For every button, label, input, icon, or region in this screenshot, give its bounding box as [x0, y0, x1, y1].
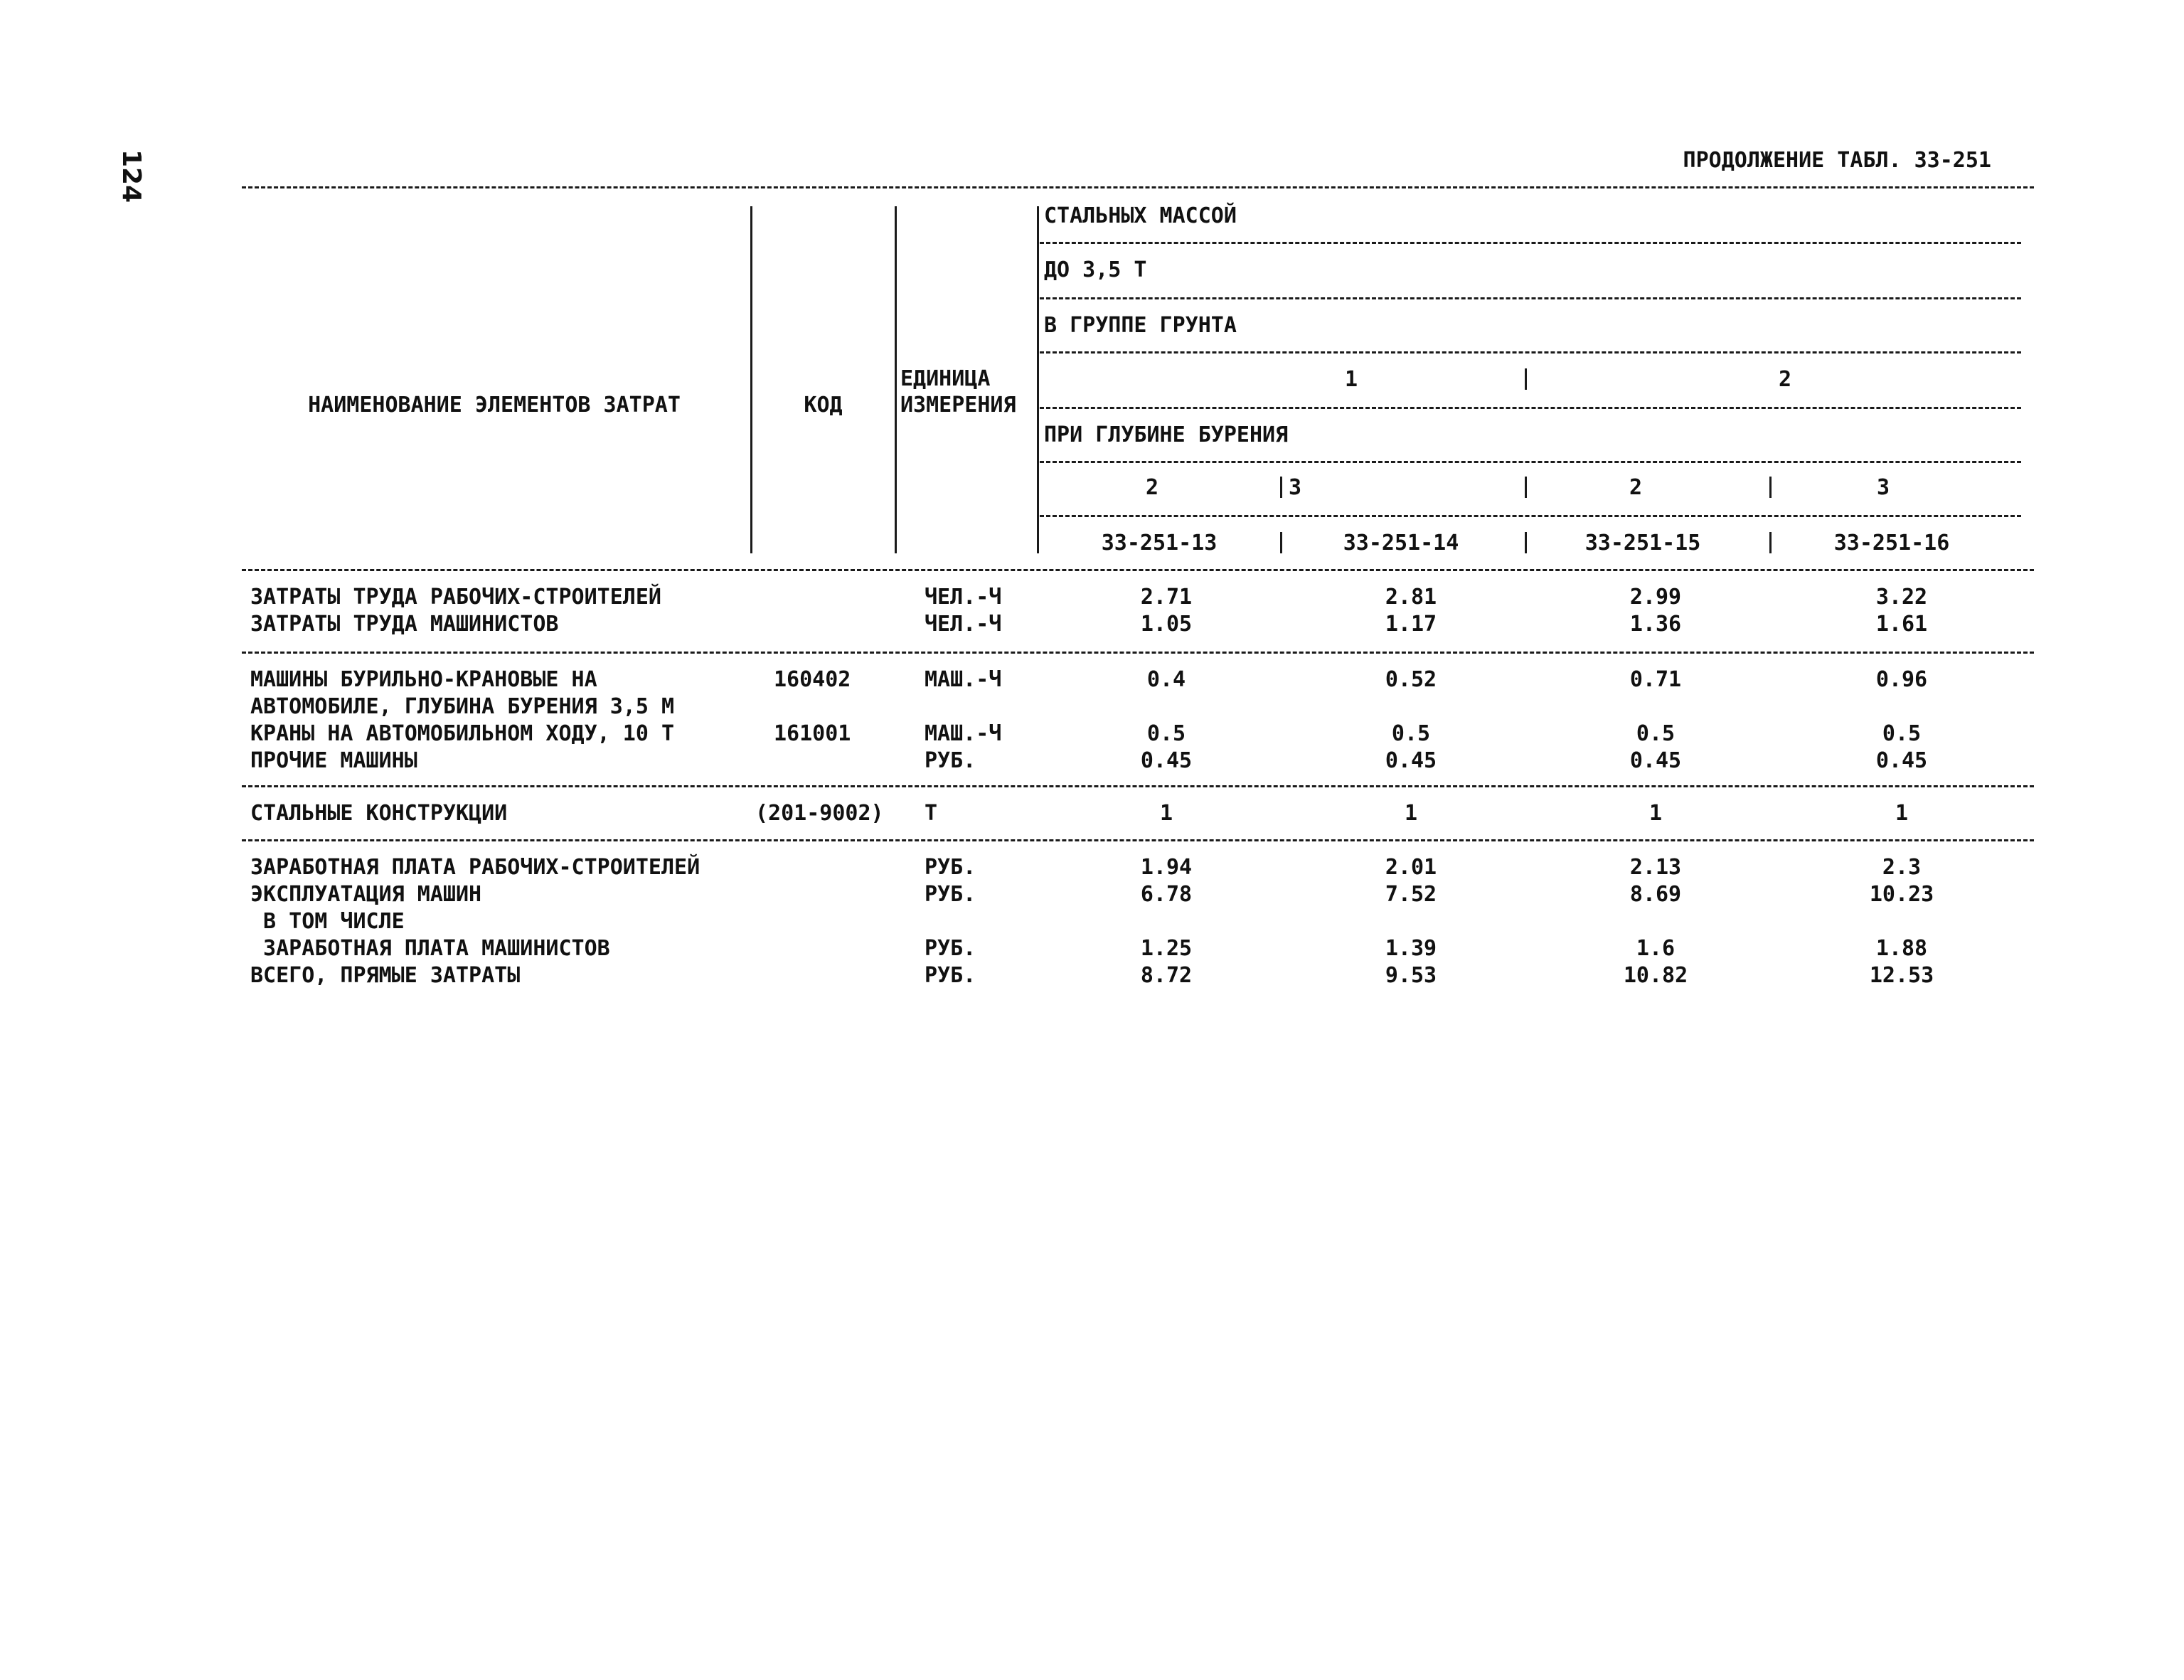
- row-unit: МАШ.-Ч: [925, 667, 1002, 692]
- section-rule-3: [242, 839, 2034, 841]
- row-unit: ЧЕЛ.-Ч: [925, 612, 1002, 637]
- row-value-4: 0.5: [1882, 721, 1922, 746]
- row-value-2: 2.01: [1385, 855, 1437, 880]
- header-upto-label: ДО 3,5 Т: [1044, 257, 1147, 282]
- row-value-4: 1.61: [1875, 612, 1928, 637]
- row-name: В ТОМ ЧИСЛЕ: [250, 909, 405, 934]
- page-number: 124: [117, 149, 146, 203]
- row-value-1: 8.72: [1140, 963, 1193, 988]
- row-value-1: 1.94: [1140, 855, 1193, 880]
- header-rule-6: [1040, 515, 2021, 517]
- header-code-33-251-16: 33-251-16: [1833, 531, 1950, 555]
- row-name: КРАНЫ НА АВТОМОБИЛЬНОМ ХОДУ, 10 Т: [250, 721, 675, 746]
- row-value-3: 1.6: [1636, 936, 1676, 961]
- section-rule-2: [242, 785, 2034, 787]
- row-value-3: 8.69: [1629, 882, 1682, 907]
- row-value-3: 0.5: [1636, 721, 1676, 746]
- row-name: СТАЛЬНЫЕ КОНСТРУКЦИИ: [250, 801, 508, 826]
- row-value-3: 10.82: [1623, 963, 1688, 988]
- header-code-column: КОД: [804, 393, 843, 418]
- header-depth-1: 2: [1145, 475, 1159, 500]
- header-depth-divider-1: [1280, 477, 1282, 498]
- row-value-1: 0.5: [1146, 721, 1186, 746]
- row-value-4: 2.3: [1882, 855, 1922, 880]
- row-code: (201-9002): [755, 801, 884, 826]
- header-rule-3: [1040, 351, 2021, 353]
- row-unit: РУБ.: [925, 963, 976, 988]
- row-name: ЭКСПЛУАТАЦИЯ МАШИН: [250, 882, 482, 907]
- header-code-divider-3: [1769, 532, 1772, 553]
- row-unit: РУБ.: [925, 882, 976, 907]
- row-value-3: 0.45: [1629, 748, 1682, 773]
- row-name: МАШИНЫ БУРИЛЬНО-КРАНОВЫЕ НА: [250, 667, 597, 692]
- header-rule-4: [1040, 407, 2021, 409]
- header-depth-divider-3: [1769, 477, 1772, 498]
- row-value-3: 1.36: [1629, 612, 1682, 637]
- row-name: АВТОМОБИЛЕ, ГЛУБИНА БУРЕНИЯ 3,5 М: [250, 694, 675, 719]
- row-name: ВСЕГО, ПРЯМЫЕ ЗАТРАТЫ: [250, 963, 521, 988]
- header-code-33-251-13: 33-251-13: [1101, 531, 1218, 555]
- header-unit-line2: ИЗМЕРЕНИЯ: [900, 393, 1016, 418]
- header-depth-divider-2: [1525, 477, 1527, 498]
- row-value-2: 2.81: [1385, 585, 1437, 610]
- header-depth-2: 3: [1289, 475, 1302, 500]
- row-value-2: 0.45: [1385, 748, 1437, 773]
- header-depth-4: 3: [1876, 475, 1890, 500]
- header-code-33-251-15: 33-251-15: [1584, 531, 1701, 555]
- header-soil-group-2: 2: [1778, 367, 1792, 392]
- row-unit: РУБ.: [925, 748, 976, 773]
- header-soil-group-label: В ГРУППЕ ГРУНТА: [1044, 313, 1237, 338]
- row-value-1: 1.25: [1140, 936, 1193, 961]
- row-unit: РУБ.: [925, 936, 976, 961]
- row-value-1: 1: [1159, 801, 1173, 826]
- row-value-2: 0.52: [1385, 667, 1437, 692]
- row-unit: РУБ.: [925, 855, 976, 880]
- header-divider-unit-values: [1037, 206, 1039, 553]
- top-rule: [242, 186, 2034, 188]
- row-name: ЗАРАБОТНАЯ ПЛАТА МАШИНИСТОВ: [250, 936, 610, 961]
- row-value-2: 1: [1404, 801, 1418, 826]
- header-code-divider-1: [1280, 532, 1282, 553]
- row-value-3: 1: [1648, 801, 1663, 826]
- header-rule-1: [1040, 242, 2021, 244]
- row-code: 161001: [774, 721, 851, 746]
- row-unit: МАШ.-Ч: [925, 721, 1002, 746]
- row-value-3: 2.99: [1629, 585, 1682, 610]
- header-mass-label: СТАЛЬНЫХ МАССОЙ: [1044, 203, 1237, 228]
- header-soil-divider: [1525, 368, 1527, 390]
- row-value-2: 1.39: [1385, 936, 1437, 961]
- row-value-3: 0.71: [1629, 667, 1682, 692]
- row-name: ЗАРАБОТНАЯ ПЛАТА РАБОЧИХ-СТРОИТЕЛЕЙ: [250, 855, 701, 880]
- header-depth-label: ПРИ ГЛУБИНЕ БУРЕНИЯ: [1044, 422, 1289, 447]
- header-code-33-251-14: 33-251-14: [1343, 531, 1459, 555]
- row-value-2: 1.17: [1385, 612, 1437, 637]
- header-soil-group-1: 1: [1344, 367, 1358, 392]
- row-value-4: 1: [1895, 801, 1909, 826]
- header-bottom-rule: [242, 569, 2034, 571]
- header-divider-code-unit: [895, 206, 897, 553]
- row-code: 160402: [774, 667, 851, 692]
- row-value-4: 0.96: [1875, 667, 1928, 692]
- row-value-2: 7.52: [1385, 882, 1437, 907]
- header-rule-5: [1040, 461, 2021, 463]
- row-unit: Т: [925, 801, 938, 826]
- row-value-4: 3.22: [1875, 585, 1928, 610]
- row-value-4: 0.45: [1875, 748, 1928, 773]
- row-name: ЗАТРАТЫ ТРУДА МАШИНИСТОВ: [250, 612, 559, 637]
- row-value-1: 2.71: [1140, 585, 1193, 610]
- section-rule-1: [242, 652, 2034, 654]
- header-code-divider-2: [1525, 532, 1527, 553]
- row-value-1: 1.05: [1140, 612, 1193, 637]
- table-continuation-title: ПРОДОЛЖЕНИЕ ТАБЛ. 33-251: [1683, 148, 1991, 173]
- row-value-4: 10.23: [1869, 882, 1934, 907]
- row-unit: ЧЕЛ.-Ч: [925, 585, 1002, 610]
- row-value-1: 6.78: [1140, 882, 1193, 907]
- header-unit-line1: ЕДИНИЦА: [900, 366, 991, 391]
- row-value-1: 0.45: [1140, 748, 1193, 773]
- header-divider-name-code: [750, 206, 752, 553]
- header-depth-3: 2: [1629, 475, 1643, 500]
- header-name-column: НАИМЕНОВАНИЕ ЭЛЕМЕНТОВ ЗАТРАТ: [308, 393, 681, 418]
- row-value-1: 0.4: [1146, 667, 1186, 692]
- row-value-2: 9.53: [1385, 963, 1437, 988]
- header-rule-2: [1040, 297, 2021, 299]
- row-name: ЗАТРАТЫ ТРУДА РАБОЧИХ-СТРОИТЕЛЕЙ: [250, 585, 661, 610]
- row-value-3: 2.13: [1629, 855, 1682, 880]
- row-value-2: 0.5: [1391, 721, 1431, 746]
- row-value-4: 12.53: [1869, 963, 1934, 988]
- row-value-4: 1.88: [1875, 936, 1928, 961]
- row-name: ПРОЧИЕ МАШИНЫ: [250, 748, 417, 773]
